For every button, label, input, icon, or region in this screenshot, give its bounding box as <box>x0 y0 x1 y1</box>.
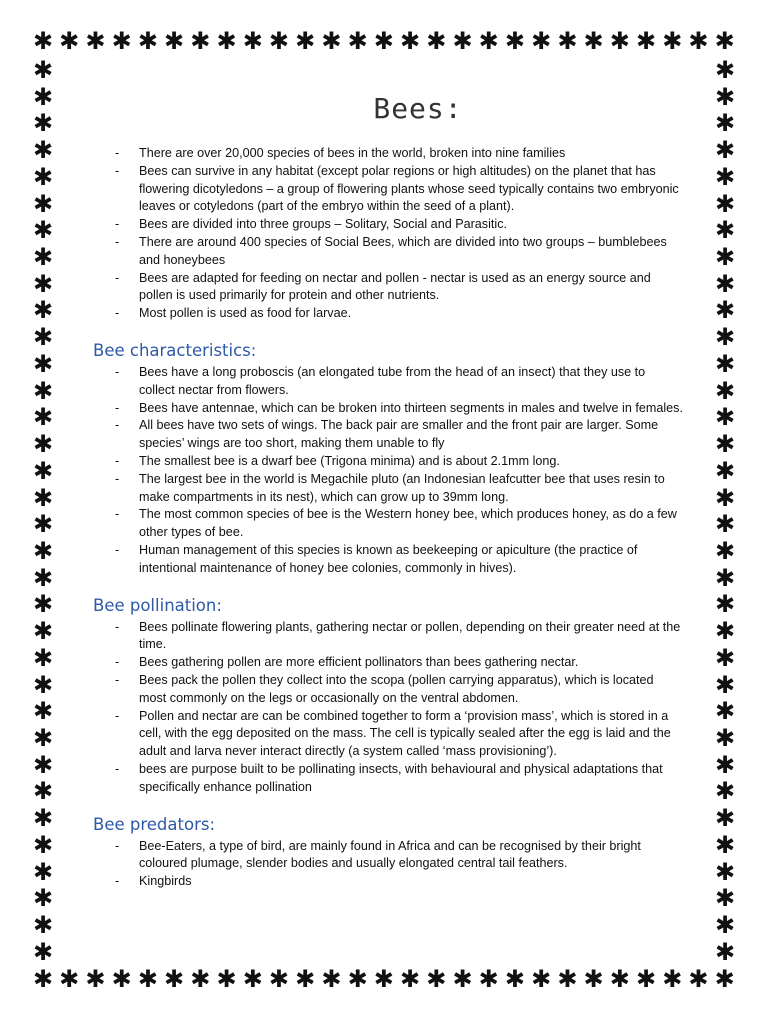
list-item: - The most common species of bee is the Western honey bee, which produces honey, as do a few other types of bee. <box>115 507 677 540</box>
asterisk-flower-icon: ✱ <box>32 483 54 512</box>
asterisk-flower-icon: ✱ <box>32 243 54 272</box>
list-item: - The largest bee in the world is Megachile pluto (an Indonesian leafcutter bee that uses resin to make compartments in its nest), which can grow up to 39mm long. <box>115 471 665 504</box>
asterisk-flower-icon: ✱ <box>688 965 709 993</box>
asterisk-flower-icon: ✱ <box>635 965 657 993</box>
asterisk-flower-icon: ✱ <box>714 376 736 405</box>
asterisk-flower-icon: ✱ <box>32 697 54 726</box>
asterisk-flower-icon: ✱ <box>268 27 290 55</box>
asterisk-flower-icon: ✱ <box>478 27 499 55</box>
asterisk-flower-icon: ✱ <box>714 617 736 646</box>
list-item: - Kingbirds <box>115 874 192 889</box>
asterisk-flower-icon: ✱ <box>242 27 263 55</box>
asterisk-flower-icon: ✱ <box>190 965 211 993</box>
list-item: - Pollen and nectar are can be combined together to form a ‘provision mass’, which is stored in a cell, with the egg deposited on the mass. The cell is typically sealed after the egg is laid and the adult and larva never interact directly (a system called ‘mass provisioning’). <box>115 708 671 759</box>
asterisk-flower-icon: ✱ <box>164 965 185 993</box>
asterisk-flower-icon: ✱ <box>32 403 54 432</box>
asterisk-flower-icon: ✱ <box>216 965 237 993</box>
asterisk-flower-icon: ✱ <box>85 27 106 55</box>
list-item: - Bees can survive in any habitat (except polar regions or high altitudes) on the planet that has flowering dicotyledons – a group of flowering plants whose seed typically contains two embryonic leaves or cotyledons (part of the embryo within the seed of a plant). <box>115 163 679 214</box>
list-item: - Bees pack the pollen they collect into the scopa (pollen carrying apparatus), which is located most commonly on the legs or occasionally on the ventral abdomen. <box>115 672 654 705</box>
asterisk-flower-icon: ✱ <box>59 27 80 55</box>
list-item: - There are over 20,000 species of bees in the world, broken into nine families <box>115 146 566 160</box>
asterisk-flower-icon: ✱ <box>32 136 54 165</box>
asterisk-flower-icon: ✱ <box>714 323 736 352</box>
asterisk-flower-icon: ✱ <box>32 536 54 565</box>
asterisk-flower-icon: ✱ <box>137 27 158 55</box>
asterisk-flower-icon: ✱ <box>714 109 736 138</box>
asterisk-flower-icon: ✱ <box>32 723 54 752</box>
asterisk-flower-icon: ✱ <box>504 27 525 55</box>
asterisk-flower-icon: ✱ <box>426 27 447 55</box>
asterisk-flower-icon: ✱ <box>662 27 683 55</box>
asterisk-flower-icon: ✱ <box>714 296 736 325</box>
asterisk-flower-icon: ✱ <box>714 804 736 833</box>
asterisk-flower-icon: ✱ <box>400 27 421 55</box>
asterisk-flower-icon: ✱ <box>32 323 54 352</box>
list-item: - Most pollen is used as food for larvae. <box>115 306 352 321</box>
asterisk-flower-icon: ✱ <box>268 965 290 993</box>
asterisk-flower-icon: ✱ <box>609 27 630 55</box>
asterisk-flower-icon: ✱ <box>59 965 80 993</box>
asterisk-flower-icon: ✱ <box>295 27 316 55</box>
asterisk-flower-icon: ✱ <box>714 911 736 939</box>
asterisk-flower-icon: ✱ <box>688 27 709 55</box>
asterisk-flower-icon: ✱ <box>111 965 132 993</box>
border-left <box>30 58 56 964</box>
list-item: - Human management of this species is known as beekeeping or apiculture (the practice of intentional maintenance of honey bee colonies, commonly in hives). <box>115 542 638 575</box>
asterisk-flower-icon: ✱ <box>452 965 473 993</box>
list-item: - Bee-Eaters, a type of bird, are mainly found in Africa and can be recognised by their bright coloured plumage, slender bodies and usually elongated central tail feathers. <box>115 838 641 871</box>
asterisk-flower-icon: ✱ <box>714 857 736 886</box>
asterisk-flower-icon: ✱ <box>190 27 211 55</box>
asterisk-flower-icon: ✱ <box>504 965 525 993</box>
list-item: - Bees have antennae, which can be broken into thirteen segments in males and twelve in females. <box>115 400 683 415</box>
asterisk-flower-icon: ✱ <box>714 965 735 993</box>
asterisk-flower-icon: ✱ <box>714 56 736 84</box>
list-item: - bees are purpose built to be pollinating insects, with behavioural and physical adaptations that specifically enhance pollination <box>115 761 663 794</box>
asterisk-flower-icon: ✱ <box>714 750 736 779</box>
asterisk-flower-icon: ✱ <box>32 804 54 833</box>
asterisk-flower-icon: ✱ <box>373 27 394 55</box>
asterisk-flower-icon: ✱ <box>32 162 54 191</box>
asterisk-flower-icon: ✱ <box>32 911 54 939</box>
document-body <box>93 84 683 909</box>
asterisk-flower-icon: ✱ <box>32 189 54 218</box>
asterisk-flower-icon: ✱ <box>714 456 736 485</box>
pollination-list <box>93 619 683 797</box>
asterisk-flower-icon: ✱ <box>32 830 54 859</box>
list-item: - There are around 400 species of Social Bees, which are divided into two groups – bumblebees and honeybees <box>115 234 667 267</box>
asterisk-flower-icon: ✱ <box>531 965 552 993</box>
asterisk-flower-icon: ✱ <box>32 670 54 699</box>
asterisk-flower-icon: ✱ <box>32 456 54 485</box>
section-heading-pollination: Bee pollination: <box>93 595 222 615</box>
list-item: - Bees pollinate flowering plants, gathering nectar or pollen, depending on their greater need at the time. <box>115 619 681 652</box>
asterisk-flower-icon: ✱ <box>32 109 54 138</box>
asterisk-flower-icon: ✱ <box>32 269 54 298</box>
asterisk-flower-icon: ✱ <box>111 27 132 55</box>
asterisk-flower-icon: ✱ <box>714 189 736 218</box>
asterisk-flower-icon: ✱ <box>714 563 736 592</box>
asterisk-flower-icon: ✱ <box>32 965 54 993</box>
intro-list <box>93 145 683 323</box>
asterisk-flower-icon: ✱ <box>714 884 736 913</box>
asterisk-flower-icon: ✱ <box>714 723 736 752</box>
asterisk-flower-icon: ✱ <box>400 965 421 993</box>
asterisk-flower-icon: ✱ <box>295 965 316 993</box>
section-heading-characteristics: Bee characteristics: <box>93 340 257 360</box>
asterisk-flower-icon: ✱ <box>85 965 106 993</box>
asterisk-flower-icon: ✱ <box>714 430 736 459</box>
asterisk-flower-icon: ✱ <box>32 857 54 886</box>
asterisk-flower-icon: ✱ <box>32 750 54 779</box>
asterisk-flower-icon: ✱ <box>347 965 368 993</box>
asterisk-flower-icon: ✱ <box>583 27 604 55</box>
asterisk-flower-icon: ✱ <box>32 937 54 966</box>
asterisk-flower-icon: ✱ <box>32 296 54 325</box>
asterisk-flower-icon: ✱ <box>137 965 158 993</box>
asterisk-flower-icon: ✱ <box>583 965 604 993</box>
asterisk-flower-icon: ✱ <box>714 269 736 298</box>
asterisk-flower-icon: ✱ <box>426 965 447 993</box>
asterisk-flower-icon: ✱ <box>32 510 54 539</box>
asterisk-flower-icon: ✱ <box>216 27 237 55</box>
asterisk-flower-icon: ✱ <box>32 777 54 806</box>
asterisk-flower-icon: ✱ <box>714 670 736 699</box>
asterisk-flower-icon: ✱ <box>714 643 736 672</box>
asterisk-flower-icon: ✱ <box>714 82 736 111</box>
asterisk-flower-icon: ✱ <box>321 27 342 55</box>
asterisk-flower-icon: ✱ <box>714 510 736 539</box>
asterisk-flower-icon: ✱ <box>714 697 736 726</box>
list-item: - Bees have a long proboscis (an elongated tube from the head of an insect) that they use to collect nectar from flowers. <box>115 364 646 397</box>
asterisk-flower-icon: ✱ <box>714 216 736 245</box>
asterisk-flower-icon: ✱ <box>452 27 473 55</box>
list-item: - Bees are divided into three groups – Solitary, Social and Parasitic. <box>115 217 507 232</box>
asterisk-flower-icon: ✱ <box>557 965 578 993</box>
asterisk-flower-icon: ✱ <box>32 376 54 405</box>
asterisk-flower-icon: ✱ <box>373 965 394 993</box>
asterisk-flower-icon: ✱ <box>347 27 368 55</box>
list-item: - All bees have two sets of wings. The back pair are smaller and the front pair are larger. Some species’ wings are too short, making them unable to fly <box>115 418 659 451</box>
asterisk-flower-icon: ✱ <box>32 216 54 245</box>
asterisk-flower-icon: ✱ <box>714 830 736 859</box>
asterisk-flower-icon: ✱ <box>32 56 54 84</box>
border-bottom <box>30 966 738 992</box>
asterisk-flower-icon: ✱ <box>557 27 578 55</box>
asterisk-flower-icon: ✱ <box>32 617 54 646</box>
asterisk-flower-icon: ✱ <box>714 162 736 191</box>
asterisk-flower-icon: ✱ <box>714 777 736 806</box>
asterisk-flower-icon: ✱ <box>321 965 342 993</box>
asterisk-flower-icon: ✱ <box>531 27 552 55</box>
characteristics-list <box>93 364 683 578</box>
asterisk-flower-icon: ✱ <box>714 937 736 966</box>
asterisk-flower-icon: ✱ <box>714 243 736 272</box>
asterisk-flower-icon: ✱ <box>635 27 657 55</box>
asterisk-flower-icon: ✱ <box>714 483 736 512</box>
asterisk-flower-icon: ✱ <box>32 884 54 913</box>
border-top <box>30 28 738 54</box>
asterisk-flower-icon: ✱ <box>714 136 736 165</box>
asterisk-flower-icon: ✱ <box>32 27 54 55</box>
asterisk-flower-icon: ✱ <box>714 403 736 432</box>
asterisk-flower-icon: ✱ <box>478 965 499 993</box>
predators-list <box>93 838 683 891</box>
asterisk-flower-icon: ✱ <box>714 27 735 55</box>
asterisk-flower-icon: ✱ <box>714 536 736 565</box>
asterisk-flower-icon: ✱ <box>662 965 683 993</box>
asterisk-flower-icon: ✱ <box>32 349 54 378</box>
asterisk-flower-icon: ✱ <box>32 82 54 111</box>
page-title: Bees: <box>373 92 463 125</box>
asterisk-flower-icon: ✱ <box>32 563 54 592</box>
list-item: - Bees gathering pollen are more efficient pollinators than bees gathering nectar. <box>115 655 579 670</box>
asterisk-flower-icon: ✱ <box>32 430 54 459</box>
section-heading-predators: Bee predators: <box>93 814 216 834</box>
list-item: - The smallest bee is a dwarf bee (Trigona minima) and is about 2.1mm long. <box>115 453 560 468</box>
asterisk-flower-icon: ✱ <box>32 590 54 619</box>
asterisk-flower-icon: ✱ <box>242 965 263 993</box>
asterisk-flower-icon: ✱ <box>714 349 736 378</box>
asterisk-flower-icon: ✱ <box>714 590 736 619</box>
border-right <box>712 58 738 964</box>
asterisk-flower-icon: ✱ <box>164 27 185 55</box>
list-item: - Bees are adapted for feeding on nectar and pollen - nectar is used as an energy source and pollen is used primarily for protein and other nutrients. <box>115 270 651 303</box>
asterisk-flower-icon: ✱ <box>32 643 54 672</box>
asterisk-flower-icon: ✱ <box>609 965 630 993</box>
